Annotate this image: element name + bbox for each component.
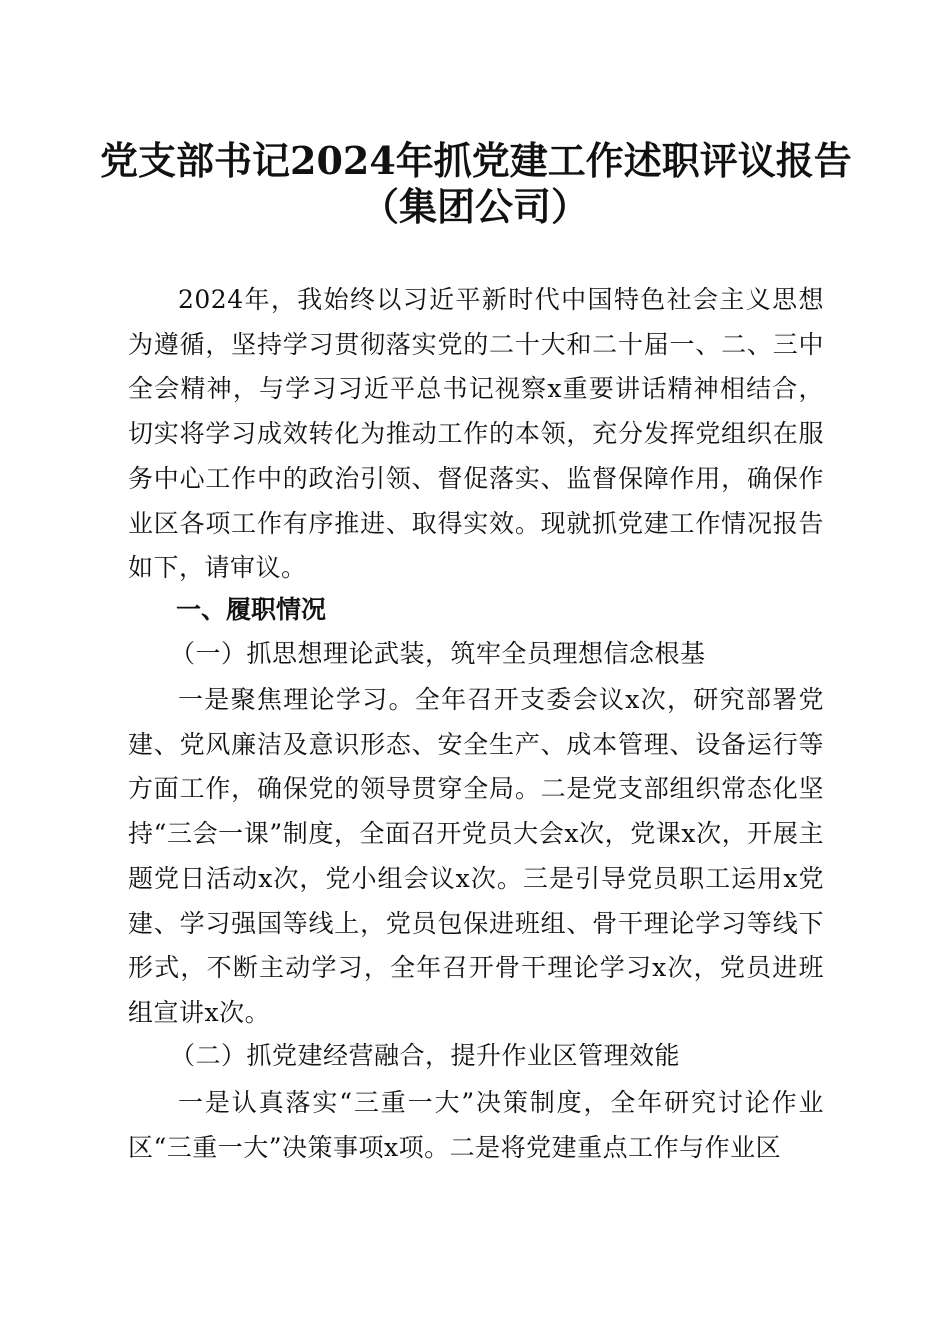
subsection-paragraph-theory: 一是聚焦理论学习。全年召开支委会议x次，研究部署党建、党风廉洁及意识形态、安全生产、成本管理、设备运行等方面工作，确保党的领导贯穿全局。二是党支部组织常态化坚持“三会一课”制度，全面召开党员大会x次，党课x次，开展主题党日活动x次，党小组会议x次。三是引导党员职工运用x党建、学习强国等线上，党员包保进班组、骨干理论学习等线下形式，不断主动学习，全年召开骨干理论学习x次，党员进班组宣讲x次。 [128, 685, 824, 1027]
document-subtitle: （集团公司） [360, 184, 589, 229]
section-heading-performance: 一、履职情况 [176, 595, 327, 624]
document-title: 党支部书记2024年抓党建工作述职评议报告 [100, 138, 852, 183]
subsection-paragraph-integration: 一是认真落实“三重一大”决策制度，全年研究讨论作业区“三重一大”决策事项x项。二是将党建重点工作与作业区 [128, 1088, 824, 1162]
subsection-heading-theory: （一）抓思想理论武装，筑牢全员理想信念根基 [170, 639, 706, 668]
subsection-heading-integration: （二）抓党建经营融合，提升作业区管理效能 [170, 1041, 681, 1070]
intro-paragraph: 2024年，我始终以习近平新时代中国特色社会主义思想为遵循，坚持学习贯彻落实党的二十大和二十届一、二、三中全会精神，与学习习近平总书记视察x重要讲话精神相结合，切实将学习成效转化为推动工作的本领，充分发挥党组织在服务中心工作中的政治引领、督促落实、监督保障作用，确保作业区各项工作有序推进、取得实效。现就抓党建工作情况报告如下，请审议。 [128, 285, 824, 583]
